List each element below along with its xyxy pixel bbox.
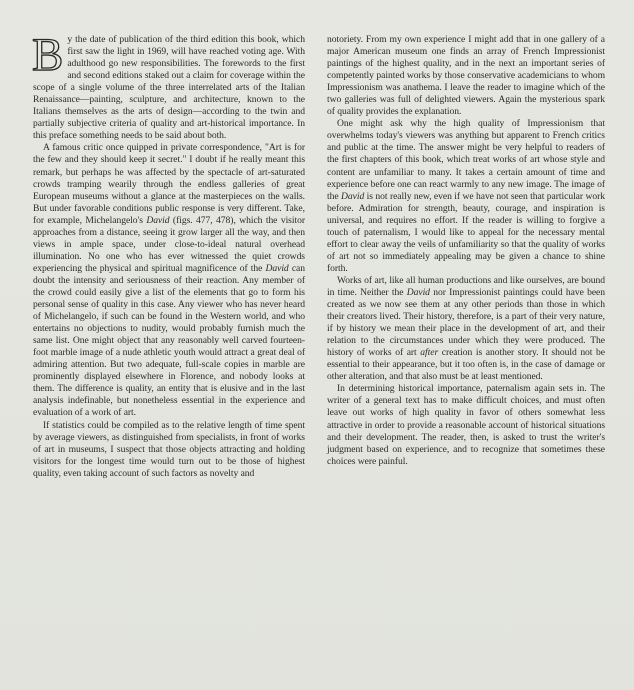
italic-title: David (265, 262, 289, 274)
paragraph-text: In determining historical importance, paternalism again sets in. The writer of a general text has to make difficult choices, and must often leave out works of high quality in favor of others somewhat less attractive in order to provide a reasonable account of historical situations and their development. The reader, then, is asked to trust the writer's judgment based on experience, and to recognize that sometimes these choices were painful. (327, 383, 605, 467)
paragraph-5 (327, 118, 605, 275)
italic-word: after (420, 347, 439, 359)
paragraph-text: If statistics could be compiled as to the relative length of time spent by average viewers, as distinguished from specialists, in front of works of art in museums, I suspect that those objects attracting and holding visitors for the longest time would turn out to be those of highest quality, even taking account of such factors as novelty and (33, 419, 305, 479)
paragraph-text: nor Impressionist paintings could have been created as we now see them at any other periods than those in which their creators lived. Their history, therefore, is a part of their very nature, if by history we mean their place in the development of art, and their relation to the circumstances under which they were produced. The history of works of art (327, 286, 605, 359)
paragraph-text: Works of art, like all human productions and like ourselves, are bound in time. Neither the (327, 274, 605, 298)
paragraph-text: A famous critic once quipped in private correspondence, "Art is for the few and they should keep it secret." I doubt if he really meant this remark, but perhaps he was affected by the spectacle of art-saturated crowds tramping wearily through the endless galleries of great European museums without a glance at the masterpieces on the walls. But under favorable conditions public response is very different. Take, for example, Michelangelo's (33, 142, 305, 226)
paragraph-text: creation is another story. It should not be essential to their appearance, but it too often is, in the case of damage or other alteration, and that also must be at least mentioned. (327, 347, 605, 383)
paragraph-text: notoriety. From my own experience I might add that in one gallery of a major American museum one finds an array of French Impressionist paintings of the highest quality, and in the next an important series of competently painted works by those conservative academicians to whom Impressionism was anathema. I leave the reader to imagine which of the two galleries was full of delighted viewers. Again the mysterious spark of quality provides the explanation. (327, 34, 605, 118)
italic-title: David (406, 286, 430, 298)
paragraph-1 (32, 29, 305, 142)
paragraph-2 (33, 142, 305, 419)
paragraph-text: One might ask why the high quality of Impressionism that overwhelms today's viewers was anything but apparent to French critics and public at the time. The answer might be very helpful to readers of the first chapters of this book, which treat works of art whose style and content are unfamiliar to many. It takes a certain amount of time and experience before one can react warmly to any new image. The image of the (327, 118, 605, 202)
drop-cap: B (32, 29, 64, 81)
right-column (327, 34, 605, 468)
italic-title: David (146, 214, 170, 226)
paragraph-text: can doubt the intensity and seriousness of their reaction. Any member of the crowd could easily give a list of the elements that go to form his personal sense of quality in this case. Any viewer who has never heard of Michelangelo, if such can be found in the Western world, and who entertains no objections to nudity, would probably furnish much the same list. One might object that any reasonably well carved fourteen-foot marble image of a nude athletic youth would attract a great deal of admiring attention. But two adequate, full-scale copies in marble are prominently displayed elsewhere in Florence, and nobody looks at them. The difference is quality, an entity that is elusive and in the last analysis indefinable, but nonetheless essential in the experience and evaluation of a work of art. (33, 262, 305, 419)
paragraph-text: (figs. 477, 478), which the visitor approaches from a distance, seeing it grow larger all the way, and then views in ample space, under close-to-ideal natural overhead illumination. No one who has ever witnessed the quiet crowds experiencing the physical and spiritual magnificence of the (33, 214, 305, 274)
paragraph-3 (33, 420, 305, 480)
paragraph-7 (327, 383, 605, 467)
paragraph-text: y the date of publication of the third edition this book, which first saw the light in 1969, will have reached voting age. With adulthood go new responsibilities. The forewords to the first and second editions staked out a claim for coverage within the scope of a single volume of the three interrelated arts of the Italian Renaissance—painting, sculpture, and architecture, known to the Italians themselves as the arts of design—according to the twin and partially subjective criteria of quality and art-historical importance. In this preface something needs to be said about both. (33, 34, 305, 142)
paragraph-6 (327, 275, 605, 383)
italic-title: David (341, 190, 365, 202)
paragraph-text: is not really new, even if we have not seen that particular work before. Admiration for strength, beauty, courage, and inspiration is universal, and requires no effort. If the reader is willing to forgive a touch of paternalism, I would like to appeal for the necessary mental effort to clear away the veils of unfamiliarity so that the quality of works of art not so immediately appealing may be given a chance to shine forth. (327, 190, 605, 274)
left-column (32, 29, 305, 480)
paragraph-4 (327, 34, 605, 118)
